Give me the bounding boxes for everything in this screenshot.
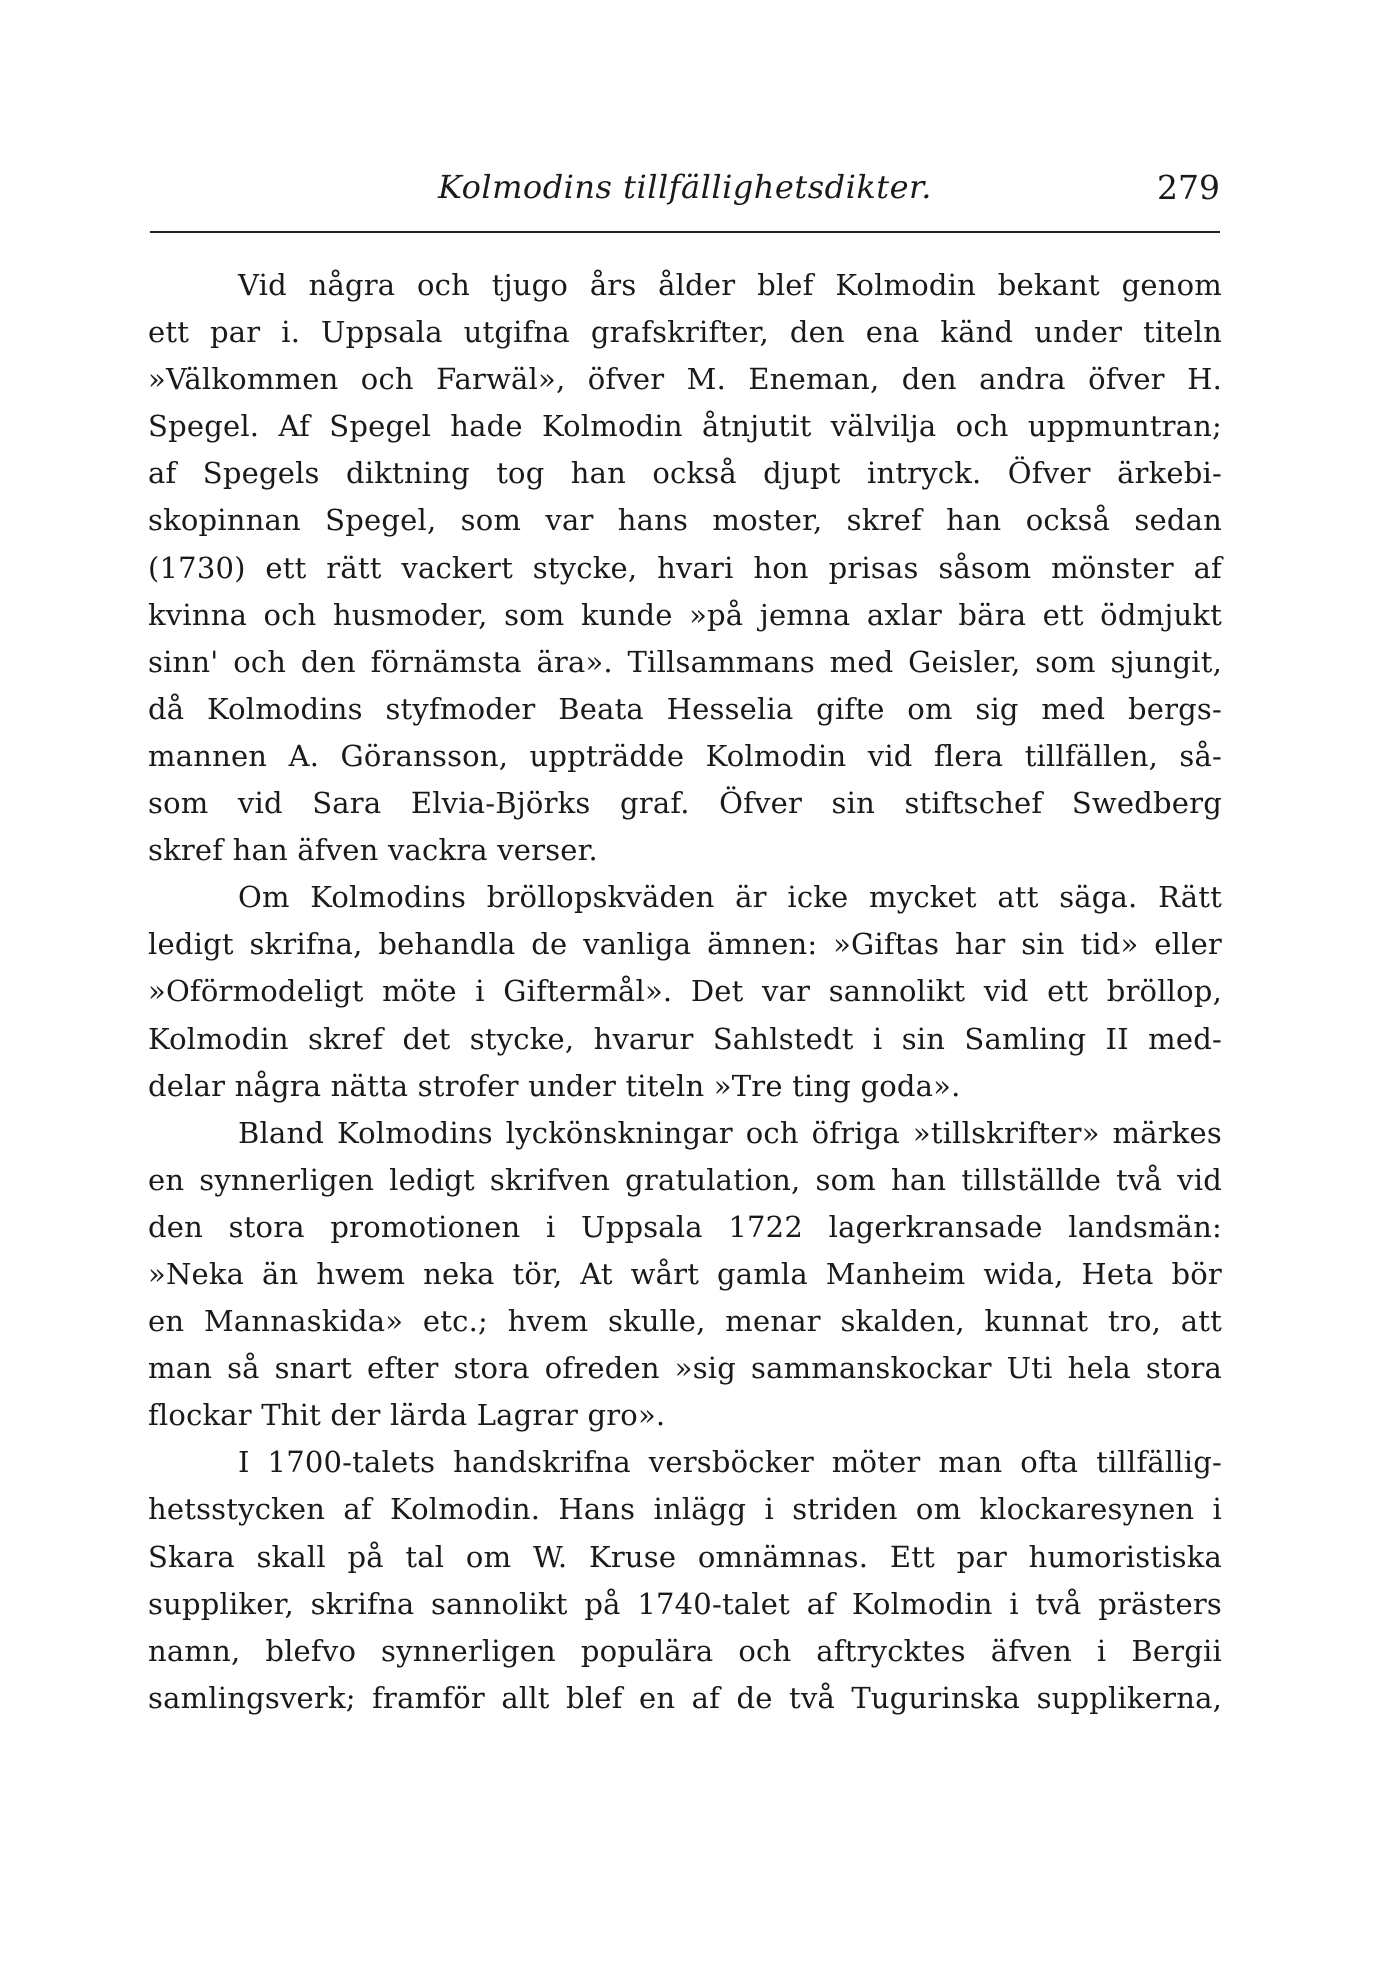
text-line: hetsstycken af Kolmodin. Hans inlägg i striden om klockaresynen i: [148, 1492, 1222, 1527]
text-line: som vid Sara Elvia-Björks graf. Öfver sin stiftschef Swedberg: [148, 786, 1222, 821]
text-line: då Kolmodins styfmoder Beata Hesselia gifte om sig med bergs-: [148, 691, 1222, 726]
text-line: Skara skall på tal om W. Kruse omnämnas. Ett par humoristiska: [148, 1539, 1222, 1574]
text-line: »Oförmodeligt möte i Giftermål». Det var sannolikt vid ett bröllop,: [148, 974, 1222, 1009]
text-line: samlingsverk; framför allt blef en af de två Tugurinska supplikerna,: [148, 1680, 1222, 1715]
text-line: »Välkommen och Farwäl», öfver M. Eneman, den andra öfver H.: [148, 362, 1222, 397]
text-line: Om Kolmodins bröllopskväden är icke mycket att säga. Rätt: [238, 880, 1222, 915]
text-line: skref han äfven vackra verser.: [148, 833, 598, 868]
header-rule: [150, 231, 1220, 233]
text-line: Kolmodin skref det stycke, hvarur Sahlstedt i sin Samling II med-: [148, 1021, 1222, 1056]
text-line: ledigt skrifna, behandla de vanliga ämnen: »Giftas har sin tid» eller: [148, 927, 1222, 962]
running-header: [150, 168, 1220, 218]
text-line: sinn' och den förnämsta ära». Tillsammans med Geisler, som sjungit,: [148, 644, 1222, 679]
body-text: [148, 262, 1222, 1722]
page-number: 279: [1157, 168, 1220, 207]
text-line: flockar Thit der lärda Lagrar gro».: [148, 1398, 666, 1433]
text-line: suppliker, skrifna sannolikt på 1740-talet af Kolmodin i två prästers: [148, 1586, 1222, 1621]
text-line: skopinnan Spegel, som var hans moster, skref han också sedan: [148, 503, 1222, 538]
text-line: Bland Kolmodins lyckönskningar och öfriga »tillskrifter» märkes: [238, 1115, 1222, 1150]
text-line: af Spegels diktning tog han också djupt intryck. Öfver ärkebi-: [148, 456, 1222, 491]
text-line: Spegel. Af Spegel hade Kolmodin åtnjutit välvilja och uppmuntran;: [148, 409, 1222, 444]
text-line: delar några nätta strofer under titeln »Tre ting goda».: [148, 1068, 961, 1103]
text-line: namn, blefvo synnerligen populära och aftrycktes äfven i Bergii: [148, 1633, 1222, 1668]
text-line: mannen A. Göransson, uppträdde Kolmodin vid flera tillfällen, så-: [148, 738, 1222, 773]
running-title: Kolmodins tillfällighetsdikter.: [438, 168, 932, 206]
text-line: man så snart efter stora ofreden »sig sammanskockar Uti hela stora: [148, 1351, 1222, 1386]
text-line: I 1700-talets handskrifna versböcker möter man ofta tillfällig-: [238, 1445, 1222, 1480]
text-line: den stora promotionen i Uppsala 1722 lagerkransade landsmän:: [148, 1209, 1222, 1244]
text-line: en synnerligen ledigt skrifven gratulation, som han tillställde två vid: [148, 1162, 1222, 1197]
text-line: »Neka än hwem neka tör, At wårt gamla Manheim wida, Heta bör: [148, 1256, 1222, 1291]
text-line: kvinna och husmoder, som kunde »på jemna axlar bära ett ödmjukt: [148, 597, 1222, 632]
text-line: ett par i. Uppsala utgifna grafskrifter, den ena känd under titeln: [148, 315, 1222, 350]
text-line: en Mannaskida» etc.; hvem skulle, menar skalden, kunnat tro, att: [148, 1304, 1222, 1339]
text-line: Vid några och tjugo års ålder blef Kolmodin bekant genom: [238, 268, 1222, 302]
text-line: (1730) ett rätt vackert stycke, hvari hon prisas såsom mönster af: [148, 550, 1222, 585]
